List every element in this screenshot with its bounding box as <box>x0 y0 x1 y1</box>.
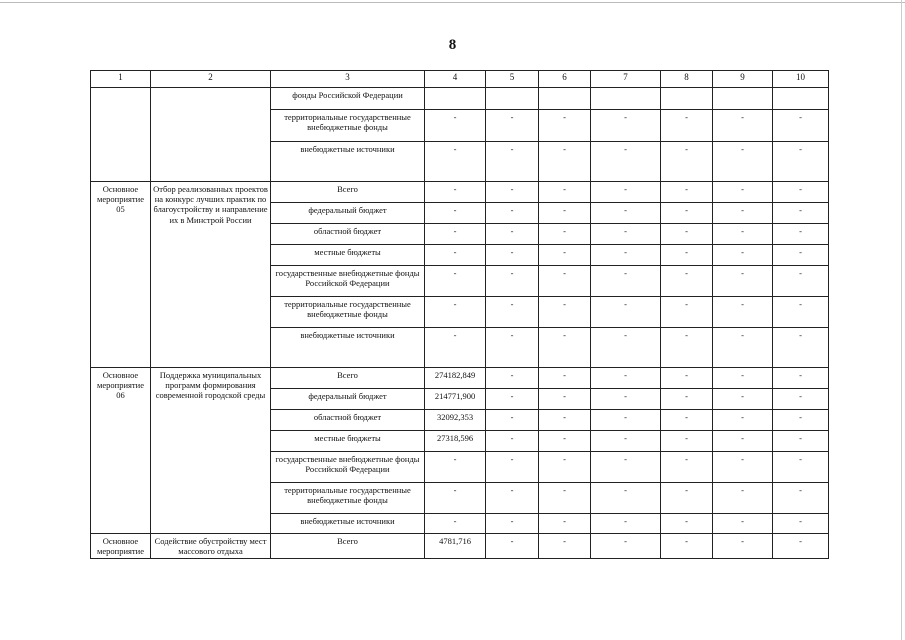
value-cell: - <box>486 483 539 514</box>
table-row <box>91 182 829 203</box>
funding-source-cell: областной бюджет <box>271 224 425 245</box>
value-cell: - <box>661 182 713 203</box>
value-cell <box>425 88 486 110</box>
value-cell: - <box>773 224 829 245</box>
value-cell: - <box>661 110 713 142</box>
value-cell: - <box>539 245 591 266</box>
value-cell: - <box>539 182 591 203</box>
event-id-cell: Основное мероприятие 06 <box>91 368 151 534</box>
value-cell: - <box>591 410 661 431</box>
value-cell: - <box>591 297 661 328</box>
value-cell: - <box>661 203 713 224</box>
value-cell <box>713 88 773 110</box>
value-cell: - <box>425 297 486 328</box>
value-cell: - <box>539 328 591 368</box>
funding-source-cell: внебюджетные источники <box>271 328 425 368</box>
value-cell: - <box>773 203 829 224</box>
value-cell: - <box>591 224 661 245</box>
event-id-cell: Основное мероприятие <box>91 534 151 559</box>
value-cell: - <box>425 142 486 182</box>
value-cell: - <box>539 266 591 297</box>
page-right-edge <box>901 0 902 640</box>
value-cell: - <box>713 266 773 297</box>
funding-source-cell: государственные внебюджетные фонды Российской Федерации <box>271 266 425 297</box>
value-cell: - <box>713 534 773 559</box>
value-cell: - <box>713 142 773 182</box>
value-cell: - <box>486 452 539 483</box>
value-cell: - <box>486 431 539 452</box>
value-cell: - <box>486 110 539 142</box>
value-cell: - <box>425 224 486 245</box>
value-cell: - <box>486 142 539 182</box>
event-title-cell: Поддержка муниципальных программ формирования современной городской среды <box>151 368 271 534</box>
value-cell: - <box>425 182 486 203</box>
value-cell: - <box>539 224 591 245</box>
header-cell: 10 <box>773 71 829 88</box>
value-cell: - <box>425 266 486 297</box>
value-cell: - <box>661 266 713 297</box>
value-cell: - <box>661 328 713 368</box>
header-cell: 8 <box>661 71 713 88</box>
value-cell <box>591 88 661 110</box>
value-cell: - <box>773 368 829 389</box>
value-cell: - <box>713 297 773 328</box>
value-cell: - <box>539 368 591 389</box>
value-cell: - <box>486 514 539 534</box>
value-cell: - <box>773 297 829 328</box>
value-cell: - <box>539 514 591 534</box>
funding-source-cell: Всего <box>271 368 425 389</box>
header-cell: 7 <box>591 71 661 88</box>
funding-source-cell: областной бюджет <box>271 410 425 431</box>
value-cell: - <box>425 514 486 534</box>
value-cell: - <box>486 297 539 328</box>
value-cell: - <box>486 328 539 368</box>
value-cell: - <box>591 182 661 203</box>
header-cell: 2 <box>151 71 271 88</box>
value-cell: - <box>713 182 773 203</box>
value-cell: - <box>486 203 539 224</box>
value-cell: 4781,716 <box>425 534 486 559</box>
value-cell <box>773 88 829 110</box>
event-title-cell: Содействие обустройству мест массового отдыха <box>151 534 271 559</box>
value-cell: 274182,849 <box>425 368 486 389</box>
value-cell: - <box>486 245 539 266</box>
value-cell: - <box>713 514 773 534</box>
value-cell: - <box>661 224 713 245</box>
value-cell: - <box>591 368 661 389</box>
value-cell: - <box>486 389 539 410</box>
table-row <box>91 534 829 559</box>
header-row <box>91 71 829 88</box>
value-cell: - <box>713 224 773 245</box>
value-cell <box>486 88 539 110</box>
event-id-cell <box>91 88 151 182</box>
value-cell: - <box>661 389 713 410</box>
value-cell: 27318,596 <box>425 431 486 452</box>
value-cell: - <box>486 224 539 245</box>
value-cell: - <box>539 203 591 224</box>
value-cell: - <box>425 110 486 142</box>
value-cell: - <box>773 110 829 142</box>
value-cell: - <box>773 483 829 514</box>
value-cell: - <box>661 410 713 431</box>
value-cell: - <box>713 368 773 389</box>
value-cell: - <box>539 431 591 452</box>
funding-source-cell: Всего <box>271 182 425 203</box>
value-cell: - <box>591 245 661 266</box>
value-cell: - <box>591 266 661 297</box>
value-cell: - <box>539 410 591 431</box>
value-cell: - <box>425 328 486 368</box>
value-cell: - <box>773 534 829 559</box>
table-row <box>91 368 829 389</box>
value-cell: - <box>773 410 829 431</box>
value-cell: - <box>591 203 661 224</box>
value-cell: - <box>773 182 829 203</box>
header-cell: 5 <box>486 71 539 88</box>
value-cell: - <box>713 389 773 410</box>
value-cell: - <box>539 483 591 514</box>
page-top-edge <box>0 2 905 3</box>
value-cell: - <box>773 328 829 368</box>
header-cell: 6 <box>539 71 591 88</box>
header-cell: 9 <box>713 71 773 88</box>
value-cell: - <box>539 389 591 410</box>
value-cell: - <box>486 368 539 389</box>
event-id-cell: Основное мероприятие 05 <box>91 182 151 368</box>
funding-source-cell: местные бюджеты <box>271 431 425 452</box>
funding-source-cell: внебюджетные источники <box>271 142 425 182</box>
value-cell: - <box>713 245 773 266</box>
value-cell: - <box>425 245 486 266</box>
event-title-cell <box>151 88 271 182</box>
value-cell: 32092,353 <box>425 410 486 431</box>
value-cell: - <box>591 110 661 142</box>
header-cell: 4 <box>425 71 486 88</box>
header-cell: 1 <box>91 71 151 88</box>
budget-table <box>90 70 829 559</box>
table-row <box>91 88 829 110</box>
value-cell: - <box>713 203 773 224</box>
value-cell: - <box>773 389 829 410</box>
value-cell: - <box>539 452 591 483</box>
value-cell: - <box>539 142 591 182</box>
funding-source-cell: Всего <box>271 534 425 559</box>
value-cell <box>661 88 713 110</box>
value-cell: - <box>591 142 661 182</box>
value-cell: - <box>661 245 713 266</box>
value-cell: - <box>713 483 773 514</box>
value-cell: - <box>713 110 773 142</box>
value-cell: - <box>773 452 829 483</box>
value-cell: - <box>661 142 713 182</box>
value-cell: - <box>425 203 486 224</box>
funding-source-cell: государственные внебюджетные фонды Российской Федерации <box>271 452 425 483</box>
value-cell: - <box>425 452 486 483</box>
value-cell: - <box>539 110 591 142</box>
value-cell: - <box>773 514 829 534</box>
value-cell: - <box>486 410 539 431</box>
value-cell: - <box>591 514 661 534</box>
value-cell: - <box>591 452 661 483</box>
value-cell: - <box>661 514 713 534</box>
funding-source-cell: федеральный бюджет <box>271 389 425 410</box>
value-cell: - <box>486 534 539 559</box>
value-cell: - <box>713 410 773 431</box>
value-cell <box>539 88 591 110</box>
value-cell: - <box>591 483 661 514</box>
value-cell: 214771,900 <box>425 389 486 410</box>
value-cell: - <box>661 368 713 389</box>
funding-source-cell: фонды Российской Федерации <box>271 88 425 110</box>
funding-source-cell: территориальные государственные внебюджетные фонды <box>271 483 425 514</box>
value-cell: - <box>486 266 539 297</box>
value-cell: - <box>661 297 713 328</box>
value-cell: - <box>661 534 713 559</box>
value-cell: - <box>661 431 713 452</box>
value-cell: - <box>591 389 661 410</box>
value-cell: - <box>539 534 591 559</box>
value-cell: - <box>773 142 829 182</box>
value-cell: - <box>713 328 773 368</box>
value-cell: - <box>773 266 829 297</box>
funding-source-cell: территориальные государственные внебюджетные фонды <box>271 297 425 328</box>
budget-table-body <box>91 71 829 559</box>
value-cell: - <box>486 182 539 203</box>
value-cell: - <box>713 431 773 452</box>
value-cell: - <box>661 483 713 514</box>
funding-source-cell: федеральный бюджет <box>271 203 425 224</box>
value-cell: - <box>661 452 713 483</box>
value-cell: - <box>713 452 773 483</box>
value-cell: - <box>539 297 591 328</box>
header-cell: 3 <box>271 71 425 88</box>
value-cell: - <box>773 245 829 266</box>
value-cell: - <box>773 431 829 452</box>
page-number: 8 <box>448 37 457 53</box>
funding-source-cell: местные бюджеты <box>271 245 425 266</box>
value-cell: - <box>425 483 486 514</box>
funding-source-cell: внебюджетные источники <box>271 514 425 534</box>
value-cell: - <box>591 431 661 452</box>
value-cell: - <box>591 534 661 559</box>
value-cell: - <box>591 328 661 368</box>
event-title-cell: Отбор реализованных проектов на конкурс лучших практик по благоустройству и направление их в Минстрой России <box>151 182 271 368</box>
funding-source-cell: территориальные государственные внебюджетные фонды <box>271 110 425 142</box>
